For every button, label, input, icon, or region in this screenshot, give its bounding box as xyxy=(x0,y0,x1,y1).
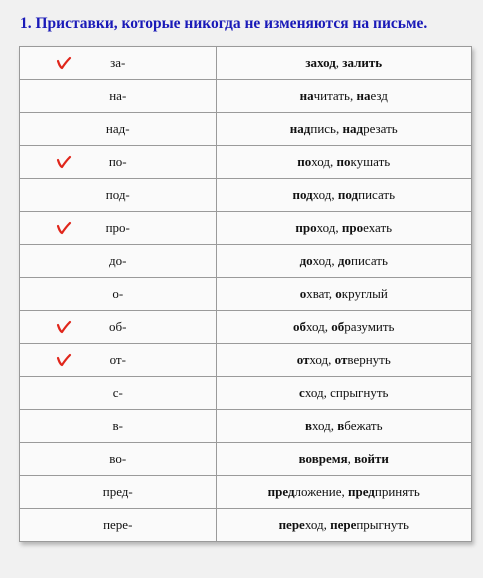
prefix-table xyxy=(19,46,472,542)
prefix-label: в- xyxy=(112,418,123,433)
example-part: ход xyxy=(304,517,324,532)
prefix-cell xyxy=(20,212,217,245)
example-part: прыгнуть xyxy=(335,385,389,400)
prefix-cell xyxy=(20,476,217,509)
example-bold-part: йти xyxy=(367,451,389,466)
example-part: ехать xyxy=(363,220,393,235)
prefix-label: над- xyxy=(105,121,130,136)
prefix-label: пере- xyxy=(103,517,133,532)
example-part: кушать xyxy=(350,154,391,169)
example-bold-part: над xyxy=(289,121,311,136)
example-cell xyxy=(216,47,472,80)
example-cell xyxy=(216,278,472,311)
example-part: , xyxy=(335,220,342,235)
example-part: ход xyxy=(304,385,324,400)
example-bold-part: за xyxy=(342,55,355,70)
example-bold-part: с xyxy=(299,385,305,400)
prefix-label: о- xyxy=(112,286,124,301)
example-part: ход xyxy=(312,253,332,268)
example-cell xyxy=(216,245,472,278)
example-part: , xyxy=(328,352,335,367)
example-bold-part: об xyxy=(292,319,306,334)
example-part: ход xyxy=(312,418,331,433)
table-row xyxy=(20,476,472,509)
example-bold-part: до xyxy=(337,253,351,268)
example-part: ход xyxy=(316,220,336,235)
prefix-cell xyxy=(20,278,217,311)
example-bold-part: от xyxy=(334,352,348,367)
example-cell xyxy=(216,311,472,344)
prefix-table-body xyxy=(20,47,472,542)
prefix-label: под- xyxy=(105,187,130,202)
table-row xyxy=(20,80,472,113)
example-part: , xyxy=(330,154,337,169)
example-bold-part: в xyxy=(337,418,345,433)
example-bold-part: время xyxy=(311,451,348,466)
example-part: пись xyxy=(310,121,336,136)
example-part: , xyxy=(323,385,331,400)
table-row xyxy=(20,509,472,542)
example-bold-part: во xyxy=(354,451,368,466)
prefix-cell xyxy=(20,344,217,377)
prefix-label: по- xyxy=(108,154,127,169)
example-cell xyxy=(216,113,472,146)
example-cell xyxy=(216,146,472,179)
example-bold-part: пере xyxy=(330,517,357,532)
example-part: ход xyxy=(311,154,331,169)
table-row xyxy=(20,47,472,80)
example-part: ход xyxy=(309,352,329,367)
prefix-cell xyxy=(20,47,217,80)
example-part: писать xyxy=(351,253,388,268)
table-row xyxy=(20,113,472,146)
example-part: , xyxy=(335,55,343,70)
prefix-cell xyxy=(20,80,217,113)
example-bold-part: пред xyxy=(267,484,295,499)
prefix-label: до- xyxy=(109,253,127,268)
example-bold-part: про xyxy=(295,220,317,235)
example-part: читать xyxy=(313,88,350,103)
example-cell xyxy=(216,344,472,377)
example-part: с xyxy=(330,385,336,400)
prefix-label: от- xyxy=(109,352,126,367)
table-row xyxy=(20,212,472,245)
example-part: , xyxy=(328,286,336,301)
example-bold-part: на xyxy=(299,88,314,103)
example-bold-part: за xyxy=(305,55,318,70)
example-part: , xyxy=(324,319,332,334)
example-cell xyxy=(216,443,472,476)
example-bold-part: под xyxy=(337,187,359,202)
table-row xyxy=(20,311,472,344)
prefix-cell xyxy=(20,443,217,476)
example-bold-part: до xyxy=(299,253,313,268)
prefix-cell xyxy=(20,410,217,443)
checkmark-icon xyxy=(56,56,72,70)
example-bold-part: ход xyxy=(317,55,336,70)
example-part: , xyxy=(336,121,343,136)
example-part: , xyxy=(349,88,357,103)
example-bold-part: про xyxy=(341,220,364,235)
example-part: ложение xyxy=(294,484,342,499)
example-cell xyxy=(216,80,472,113)
prefix-label: пред- xyxy=(102,484,133,499)
example-bold-part: пред xyxy=(347,484,375,499)
prefix-cell xyxy=(20,509,217,542)
example-part: езд xyxy=(370,88,388,103)
example-bold-part: от xyxy=(296,352,310,367)
checkmark-icon xyxy=(56,320,72,334)
example-part: писать xyxy=(358,187,396,202)
example-bold-part: пере xyxy=(278,517,305,532)
example-bold-part: на xyxy=(356,88,371,103)
example-part: , xyxy=(323,517,331,532)
prefix-cell xyxy=(20,146,217,179)
prefix-cell xyxy=(20,245,217,278)
example-bold-part: по xyxy=(297,154,312,169)
prefix-label: на- xyxy=(109,88,127,103)
example-part: , xyxy=(347,451,355,466)
example-part: хват xyxy=(306,286,329,301)
prefix-cell xyxy=(20,377,217,410)
prefix-label: за- xyxy=(110,55,126,70)
example-part: принять xyxy=(374,484,420,499)
table-row xyxy=(20,146,472,179)
example-cell xyxy=(216,212,472,245)
page-title: 1. Приставки, которые никогда не изменяются на письме. xyxy=(20,15,428,32)
table-row xyxy=(20,410,472,443)
prefix-cell xyxy=(20,179,217,212)
example-part: ход xyxy=(305,319,325,334)
checkmark-icon xyxy=(56,221,72,235)
example-bold-part: лить xyxy=(354,55,383,70)
example-part: , xyxy=(330,418,338,433)
example-bold-part: об xyxy=(331,319,345,334)
example-part: , xyxy=(341,484,348,499)
example-part: прыгнуть xyxy=(356,517,409,532)
example-part: круглый xyxy=(341,286,388,301)
example-part: , xyxy=(331,253,338,268)
example-part: бежать xyxy=(344,418,383,433)
example-bold-part: во xyxy=(298,451,312,466)
example-bold-part: под xyxy=(292,187,313,202)
example-part: , xyxy=(331,187,338,202)
example-cell xyxy=(216,179,472,212)
prefix-label: с- xyxy=(112,385,123,400)
prefix-cell xyxy=(20,113,217,146)
prefix-cell xyxy=(20,311,217,344)
table-row xyxy=(20,179,472,212)
example-bold-part: по xyxy=(336,154,351,169)
example-bold-part: о xyxy=(335,286,342,301)
checkmark-icon xyxy=(56,155,72,169)
example-cell xyxy=(216,476,472,509)
table-row xyxy=(20,344,472,377)
prefix-label: во- xyxy=(109,451,127,466)
example-cell xyxy=(216,509,472,542)
example-bold-part: о xyxy=(299,286,307,301)
example-part: вернуть xyxy=(347,352,391,367)
table-row xyxy=(20,245,472,278)
example-cell xyxy=(216,410,472,443)
example-part: ход xyxy=(312,187,332,202)
prefix-label: об- xyxy=(109,319,127,334)
example-part: разумить xyxy=(344,319,395,334)
table-row xyxy=(20,443,472,476)
checkmark-icon xyxy=(56,353,72,367)
example-part: резать xyxy=(363,121,398,136)
example-bold-part: в xyxy=(304,418,312,433)
table-row xyxy=(20,278,472,311)
prefix-label: про- xyxy=(105,220,130,235)
table-row xyxy=(20,377,472,410)
example-bold-part: над xyxy=(342,121,364,136)
example-cell xyxy=(216,377,472,410)
